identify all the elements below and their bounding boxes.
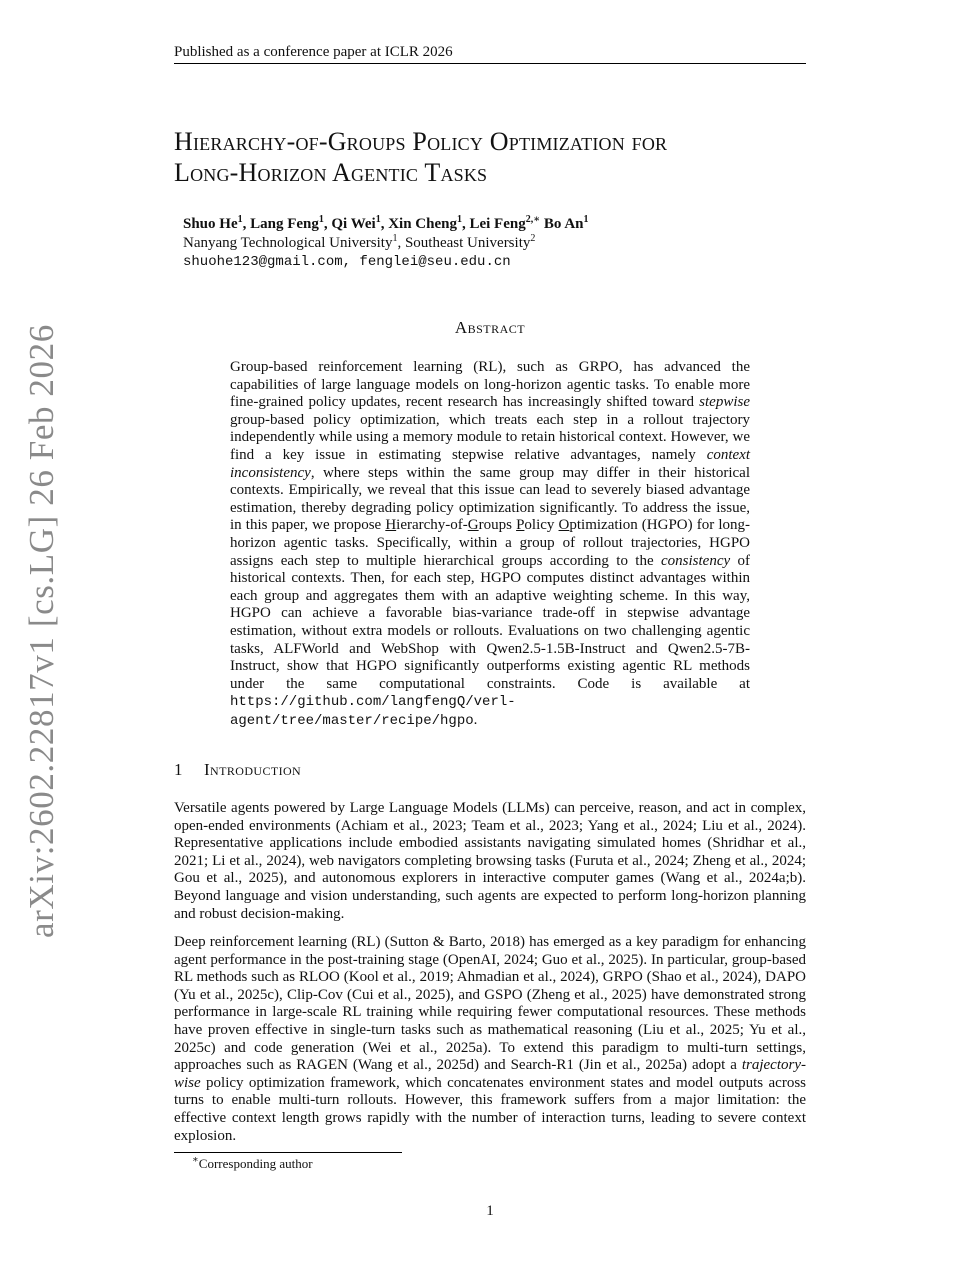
intro-paragraph-1: Versatile agents powered by Large Language Models (LLMs) can perceive, reason, and act in complex, open-ended environments (Achiam et al., 2023; Team et al., 2023; Yang et al., 2024; Liu et al., 2024). Representative applications include embodied assistants navigating simulated homes (Shridhar et al., 2021; Li et al., 2024), web navigators completing browsing tasks (Furuta et al., 2024; Zheng et al., 2024; Gou et al., 2025), and autonomous explorers in interactive computer games (Wang et al., 2024a;b). Beyond language and vision understanding, such agents are expected to perform long-horizon planning and robust decision-making.: [174, 800, 806, 922]
footnote-mark: ∗: [192, 1154, 199, 1166]
arxiv-stamp: arXiv:2602.22817v1 [cs.LG] 26 Feb 2026: [22, 324, 61, 938]
section-number: 1: [174, 760, 183, 779]
section-heading-introduction: [174, 760, 806, 780]
affiliation-mark: 1: [237, 214, 243, 225]
author-name: Bo An: [543, 216, 584, 232]
paper-title: [174, 126, 814, 188]
affiliation: Nanyang Technological University: [183, 235, 393, 251]
running-head: Published as a conference paper at ICLR 2026: [174, 43, 806, 64]
affiliation-mark: 1: [456, 214, 462, 225]
affiliation-mark: 1: [375, 214, 381, 225]
section-title: Introduction: [204, 760, 302, 779]
affiliation: Southeast University: [404, 235, 531, 251]
author-block: [183, 215, 803, 272]
author-emails[interactable]: shuohe123@gmail.com, fenglei@seu.edu.cn: [183, 254, 511, 270]
affiliations: Nanyang Technological University$^1$, Southeast University$^2$: [183, 233, 536, 251]
emphasis: trajectory-wise: [174, 1057, 806, 1091]
author-name: Lang Feng: [250, 216, 319, 232]
title-line-1: Hierarchy-of-Groups Policy Optimization for: [174, 127, 668, 156]
code-link[interactable]: https://github.com/langfengQ/verl-agent/tree/master/recipe/hgpo: [230, 694, 516, 729]
footnote-rule: [174, 1152, 402, 1153]
abstract-heading: Abstract: [454, 318, 526, 337]
abstract-body: Group-based reinforcement learning (RL), such as GRPO, has advanced the capabilities of large language models on long-horizon agentic tasks. To enable more fine-grained policy updates, recent research has increasingly shifted toward stepwise group-based policy optimization, which treats each step in a rollout trajectory independently while using a memory module to retain historical context. However, we find a key issue in estimating stepwise relative advantages, namely context inconsistency, where steps within the same group may differ in their historical contexts. Empirically, we reveal that this issue can lead to severely biased advantage estimation, thereby degrading policy optimization significantly. To address the issue, in this paper, we propose Hierarchy-of-Groups Policy Optimization (HGPO) for long-horizon agentic tasks. Specifically, within a group of rollout trajectories, HGPO assigns each step to multiple hierarchical groups according to the consistency of historical contexts. Then, for each step, HGPO computes distinct advantages within each group and aggregates them with an adaptive weighting scheme. In this way, HGPO can achieve a favorable bias-variance trade-off in stepwise advantage estimation, without extra models or rollouts. Evaluations on two challenging agentic tasks, ALFWorld and WebShop with Qwen2.5-1.5B-Instruct and Qwen2.5-7B-Instruct, show that HGPO significantly outperforms existing agentic RL methods under the same computational constraints. Code is available at https://github.com/langfengQ/verl-agent/tree/master/recipe/hgpo.: [230, 359, 750, 729]
author-name: Shuo He: [183, 216, 238, 232]
emphasis: consistency: [661, 552, 731, 569]
affiliation-mark: 2: [530, 233, 536, 244]
author-names: Shuo He$^1$, Lang Feng$^1$, Qi Wei$^1$, Xin Cheng$^1$, Lei Feng$^{2,∗}$ Bo An$^1$: [183, 214, 589, 232]
author-name: Xin Cheng: [388, 216, 457, 232]
footnote: [192, 1156, 313, 1172]
page-number: 1: [486, 1203, 494, 1219]
affiliation-mark: 1: [583, 214, 589, 225]
emphasis: context inconsistency: [230, 446, 750, 481]
affiliation-mark: 1: [318, 214, 324, 225]
affiliation-mark: 1: [392, 233, 398, 244]
emphasis: stepwise: [699, 394, 750, 411]
title-line-2: Long-Horizon Agentic Tasks: [174, 158, 488, 187]
author-name: Lei Feng: [469, 216, 526, 232]
intro-paragraph-2: Deep reinforcement learning (RL) (Sutton & Barto, 2018) has emerged as a key paradigm for enhancing agent performance in the post-training stage (OpenAI, 2024; Guo et al., 2025). In particular, group-based RL methods such as RLOO (Kool et al., 2019; Ahmadian et al., 2024), GRPO (Shao et al., 2024), DAPO (Yu et al., 2025c), Clip-Cov (Cui et al., 2025), and GSPO (Zheng et al., 2025) have demonstrated strong performance in large-scale RL training while requiring fewer computational resources. These methods have proven effective in single-turn tasks such as mathematical reasoning (Liu et al., 2025; Yu et al., 2025c) and code generation (Wei et al., 2025a). To extend this paradigm to multi-turn settings, approaches such as RAGEN (Wang et al., 2025d) and Search-R1 (Jin et al., 2025a) adopt a trajectory-wise policy optimization framework, which concatenates environment states and model outputs across turns to enable multi-turn rollouts. However, this framework suffers from a major limitation: the effective context length grows rapidly with the number of interaction turns, leading to severe context explosion.: [174, 934, 806, 1144]
footnote-text: Corresponding author: [198, 1156, 313, 1171]
affiliation-mark: 2,∗: [525, 214, 541, 225]
author-name: Qi Wei: [331, 216, 376, 232]
